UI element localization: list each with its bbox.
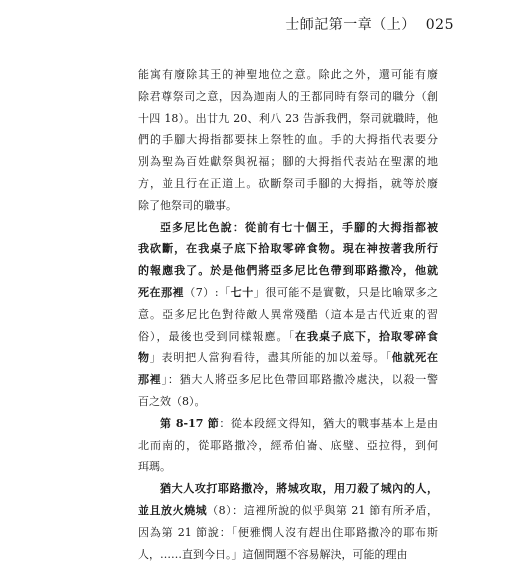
text-line: [138, 195, 438, 217]
text-line: [138, 173, 438, 195]
text-line: [138, 304, 438, 326]
text-run: 」很可能不是實數，只是比喻眾多之: [253, 285, 439, 299]
text-line: [138, 108, 438, 130]
running-header: [285, 14, 454, 34]
bold-text: 並且放火燒城: [138, 503, 208, 517]
bold-text: 亞多尼比色說：從前有七十個王，手腳的大拇指都被: [160, 220, 438, 234]
text-line: [138, 456, 438, 478]
text-run: （7）:「: [184, 285, 231, 299]
text-line: [138, 500, 438, 522]
text-run: 北而南的，從耶路撒冷，經希伯崙、底璧、亞拉得，到何: [138, 438, 438, 452]
text-run: 」：猶大人將亞多尼比色帶回耶路撒冷處決，以殺一警: [161, 373, 439, 387]
text-run: 能寓有廢除其王的神聖地位之意。除此之外，還可能有廢: [138, 68, 438, 81]
bold-text: 在我桌子底下，拾取零碎食: [295, 329, 438, 343]
text-line: [138, 217, 438, 239]
bold-text: 我砍斷，在我桌子底下拾取零碎食物。現在神按著我所行: [138, 242, 438, 256]
text-run: 方，並且行在正道上。砍斷祭司手腳的大拇指，就等於廢: [138, 176, 438, 190]
text-line: [138, 129, 438, 151]
text-run: 因為第 21 節說：「便雅憫人沒有趕出住耶路撒冷的耶布斯: [138, 525, 438, 539]
bold-text: 物: [138, 351, 150, 365]
bold-text: 他就死在: [391, 351, 439, 365]
text-run: 」表明把人當狗看待，盡其所能的加以羞辱。「: [149, 351, 392, 365]
text-line: [138, 151, 438, 173]
bold-text: 七十: [230, 285, 254, 299]
text-run: 百之效（8）。: [138, 394, 206, 408]
text-run: 除君尊祭司之意，因為迦南人的王都同時有祭司的職分（創: [138, 89, 438, 103]
text-run: 十四 18）。出廿九 20、利八 23 告訴我們，祭司就職時，他: [138, 111, 438, 125]
paragraph: [138, 413, 438, 478]
bold-text: 那裡: [138, 373, 162, 387]
text-line: [138, 391, 438, 413]
text-line: [138, 238, 438, 260]
text-line: [138, 544, 438, 565]
text-run: 們的手腳大拇指都要抹上祭牲的血。手的大拇指代表要分: [138, 133, 438, 147]
page-body: [138, 64, 438, 565]
text-line: [138, 282, 438, 304]
text-line: [138, 369, 438, 391]
bold-text: 的報應我了。於是他們將亞多尼比色帶到耶路撒冷，他就: [138, 264, 438, 278]
text-line: [138, 326, 438, 348]
text-run: 意。亞多尼比色對待敵人異常殘酷（這本是古代近東的習: [138, 307, 438, 321]
text-line: [138, 413, 438, 435]
text-line: [138, 260, 438, 282]
text-run: 人，……直到今日。」這個問題不容易解決，可能的理由: [138, 547, 408, 561]
text-run: 珥瑪。: [138, 460, 171, 474]
bold-text: 猶大人攻打耶路撒冷，將城攻取，用刀殺了城內的人，: [160, 482, 438, 496]
text-line: [138, 347, 438, 369]
paragraph: [138, 217, 438, 413]
text-run: ：從本段經文得知，猶大的戰事基本上是由: [219, 416, 439, 430]
chapter-title: 士師記第一章（上）: [285, 17, 416, 33]
text-line: [138, 522, 438, 544]
text-run: 別為聖為百姓獻祭與祝福；腳的大拇指代表站在聖潔的地: [138, 155, 438, 169]
text-run: （8）：這裡所說的似乎與第 21 節有所矛盾，: [207, 503, 438, 517]
bold-text: 死在那裡: [138, 285, 185, 299]
page-number: 025: [425, 17, 454, 33]
bold-text: 第 8-17 節: [160, 416, 220, 430]
text-line: [138, 64, 438, 86]
paragraph: [138, 478, 438, 565]
text-line: [138, 86, 438, 108]
text-run: 俗），最後也受到同樣報應。「: [138, 329, 295, 343]
text-run: 除了他祭司的職事。: [138, 198, 237, 212]
text-line: [138, 478, 438, 500]
paragraph: [138, 64, 438, 217]
text-line: [138, 435, 438, 457]
